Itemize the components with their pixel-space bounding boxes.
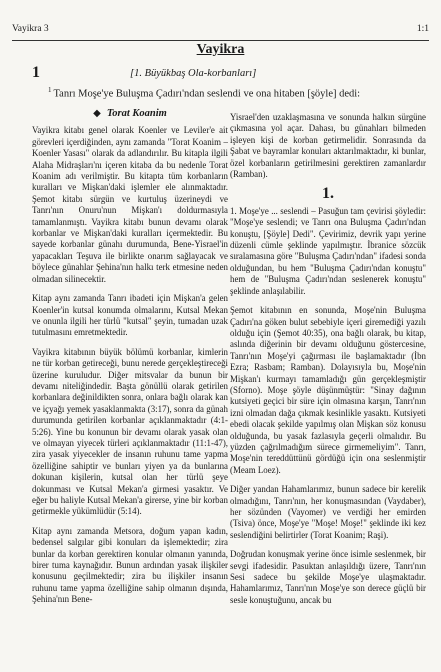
commentary-chapter-heading: 1. [322,185,334,203]
left-paragraph: Kitap aynı zamanda Metsora, doğum yapan kadın, bedensel salgılar gibi konuları da işlemektedir; zira bunlar da korban gerektiren konular olmanın yanında, birer tuma kaynağıdır. Bunun ardından yasak ilişkiler konusunu geçilmektedir; zira bu ilişkiler insanın ruhunu tame yapma özelliğine sahip olmanın dışında, Şehina'nın Bene- [32,525,228,605]
right-paragraph: Diğer yandan Hahamlarımız, bunun sadece bir kerelik olmadığını, Tanrı'nın, her konuşmasından (Vaydaber), her sözünden (Vayomer) ve verdiği her emirden (Tsiva) önce, Moşe'ye "Moşe! Moşe!" şeklinde iki kez seslendiğini belirtirler (Torat Koanim; Raşi). [230,484,426,540]
verse-1 [48,86,360,100]
section-title: Torat Koanim [106,108,167,119]
left-paragraph: Vayikra kitabı genel olarak Koenler ve Leviler'e ait görevleri içerdiğinden, aynı zamanda "Torat Koanim – Koenler Yasası" olarak da adlandırılır. Bu kitapla ilgili Alaha Midraşları'nı içeren kitaba da bu nedenle Torat Koanim adı verilmiştir. Bu kitapta tüm korbanların kuralları ve Mişkan'daki işlemler ele alınmaktadır. Şemot kitabı sürgün ve kurtuluş üzerineydi ve Tanrı'nın Onuru'nun Mişkan'ı doldurmasıyla tamamlanmıştı. Vayikra kitabı bunun devamı olarak korbanlar ve Mişkan'daki kuralları içermektedir. Bu sayede korbanlar günahı durumunda, Bene-Yisrael'in yapacakları Teşuva ile birlikte onarım sağlayacak ve böylece günahlar Şehina'nın halkı terk etmesine neden olmadan silinecektir. [32,125,228,284]
verse-text: Tanrı Moşe'ye Buluşma Çadırı'ndan seslendi ve ona hitaben [şöyle] dedi: [53,88,361,100]
book-name: Vayikra 3 [12,24,49,34]
section-heading [32,108,228,119]
left-paragraph: Vayikra kitabının büyük bölümü korbanlar, kimlerin ne tür korban getireceği, bunu nerede gerçekleştireceği üzerine kuruludur. Diğer mitsvalar da bunun bir devamı niteliğindedir. Başta gönüllü olarak getirilen korbanlara değinildikten sonra, onlara bağlı olarak kan ve içyağı yemek yasaklanmakta (3:17), sonra da günah durumunda getirilen korbanlar açıklanmaktadır (4:1-5:26). Yine bu konunun bir devamı olarak yasak olan ve olmayan yiyecek türleri açıklanmaktadır (11:1-47), zira yasak yiyecekler de insanın ruhunu tame yapma özelliğine sahiptir ve bunları yiyen ya da bunlarına dokunan kişilerin, kutsal olan her türlü şeye dokunması ve Kutsal Mekan'a girmesi yasaktır. Ve eğer bu haliyle Kutsal Mekan'a girerse, yine bir korban getirmekle yükümlüdür (5:14). [32,346,228,517]
section-subtitle: [1. Büyükbaş Ola-korbanları] [130,68,257,79]
right-paragraph: Şemot kitabının en sonunda, Moşe'nin Buluşma Çadırı'na göken bulut sebebiyle içeri giremediği yazılı olduğu için (Şemot 40:35), ona bağlı olarak, bu kitap, aslında diğerinin bir devamı olduğunu göstercesine, Tanrı'nın Moşe'yi çağırması ile başlamaktadır (İbn Ezra; Rasbam; Ramban). Dolayısıyla bu, Moşe'nin Mişkan'ı kurmayı tamamladığı gün gerçekleşmiştir (Sforno). Moşe şöyle düşünmüştür: "Sinay dağının kutsiyeti geçici bir süre için olmasına karşın, Tanrı'nın izni olmadan dağa çıkmak kesinlikle yasaktı. Kutsiyeti ebedi olacak şekilde yapılmış olan Mişkan söz konusu olduğunda, bu yasak fazlasıyla geçerli olmalıdır. Bu yüzden çağrılmadığım sürece girmemeliyim". Tanrı, Moşe'nin tereddüttünü gördüğü için ona seslenmiştir (Meam Loez). [230,305,426,475]
right-column [230,112,426,614]
header-rule [12,40,429,41]
right-paragraph: 1. Moşe'ye ... seslendi – Pasuğun tam çevirisi şöyledir: "Moşe'ye seslendi; ve Tanrı ona Buluşma Çadırı'ndan konuştu, [Şöyle] Dedi". Çevirimiz, devrik yapı yerine düzenli cümle şeklinde yapılmıştır. İbranice sözcük sıralamasına göre "Buluşma Çadırı'ndan" ifadesi sonda olduğundan, bu hem "Buluşma Çadırı'ndan konuştu" hem de "Buluşma Çadırı'ndan seslenerek konuştu" şeklinde anlaşılabilir. [230,205,426,296]
left-paragraph: Kitap aynı zamanda Tanrı ibadeti için Mişkan'a gelen Koenler'in kutsal konumda olmalarını, Kutsal Mekan ve onunla ilgili her türlü "kutsal" şeyin, tumadan uzak tutulmasını emretmektedir. [32,293,228,338]
running-header [12,24,429,38]
verse-number: 1 [48,86,52,94]
left-column [32,108,228,614]
right-paragraph: Doğrudan konuşmak yerine önce isimle seslenmek, bir sevgi ifadesidir. Pasuktan anlaşıldığı üzere, Tanrı'nın Sesi sadece bu şekilde Moşe'ye ulaşmaktadır. Hahamlarımız, Tanrı'nın Moşe'ye son derece güçlü bir sesle konuştuğunu, ancak bu [230,549,426,605]
diamond-ornament-icon: ◆ [93,108,101,119]
right-paragraph: Yisrael'den uzaklaşmasına ve sonunda halkın sürgüne çıkmasına yol açar. Dahası, bu günahları bilmeden işleyen kişi de korban getirmelidir. Sonrasında da Şabat ve bayramlar konuları aktarılmaktadır, ki bunlar, özel korbanların getirilmesini gerektiren zamanlardır (Ramban). [230,112,426,180]
chapter-verse: 1:1 [416,24,429,34]
page-title: Vayikra [196,42,245,57]
chapter-number: 1 [32,64,40,81]
